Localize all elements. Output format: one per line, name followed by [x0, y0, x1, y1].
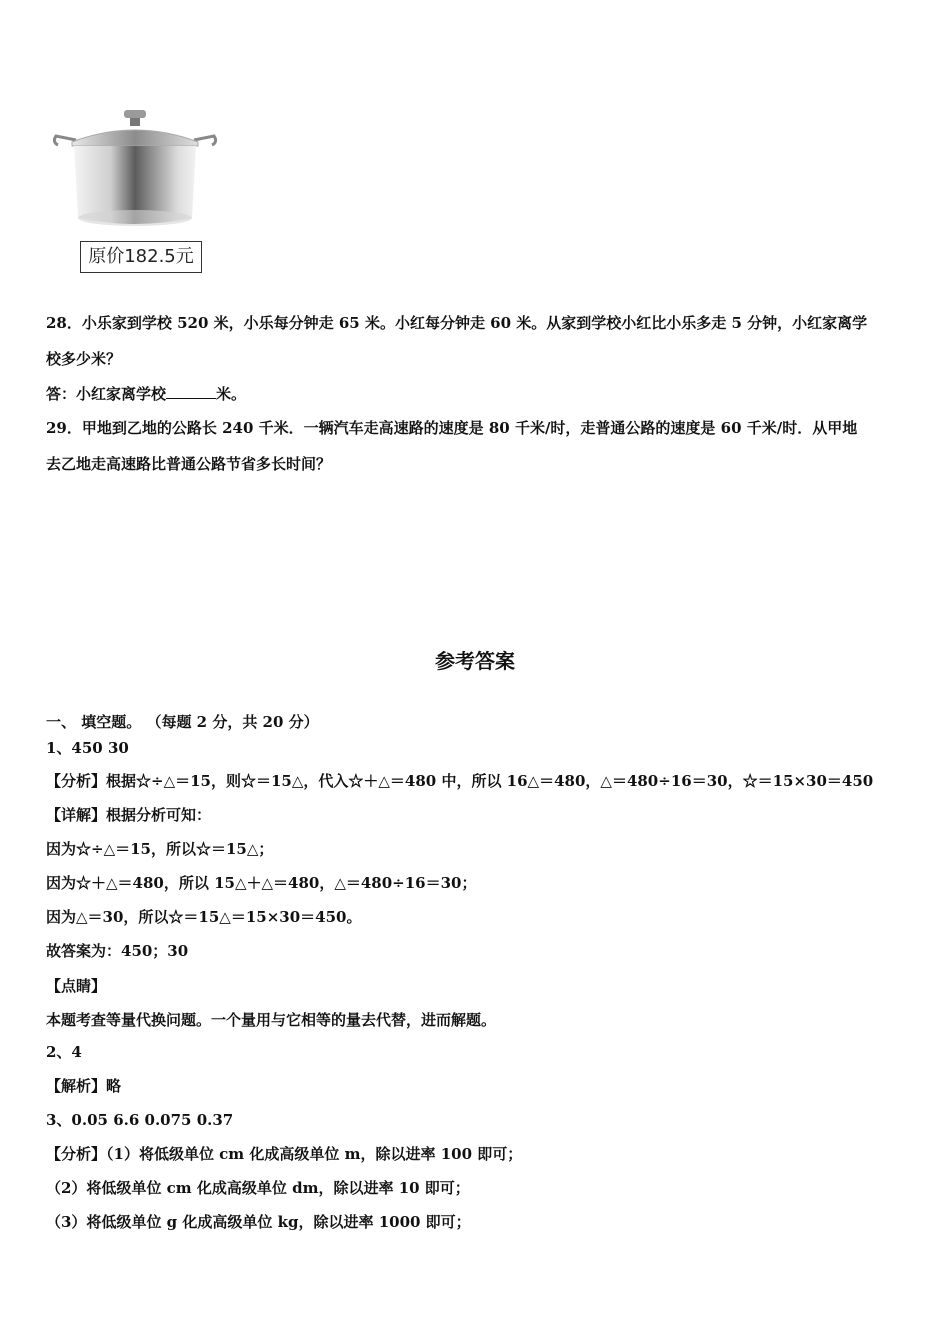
answer-3-step-3: （3）将低级单位 g 化成高级单位 kg，除以进率 1000 即可； — [46, 1213, 471, 1231]
section-heading: 一、 填空题。 （每题 2 分，共 20 分） — [46, 713, 319, 731]
answer-1-final: 故答案为：450；30 — [46, 942, 189, 960]
answer-1-step-3: 因为△＝30，所以☆＝15△＝15×30＝450。 — [46, 908, 362, 926]
answer-1-point-label: 【点睛】 — [46, 977, 107, 995]
original-price-label: 原价182.5元 — [80, 241, 202, 273]
question-29-text-cont: 去乙地走高速路比普通公路节省多长时间？ — [46, 455, 332, 473]
answer-1: 1、450 30 — [46, 739, 129, 757]
question-29-text: 29．甲地到乙地的公路长 240 千米．一辆汽车走高速路的速度是 80 千米/时，走普通公路的速度是 60 千米/时．从甲地 — [46, 419, 858, 437]
answer-1-step-2: 因为☆＋△＝480，所以 15△＋△＝480，△＝480÷16＝30； — [46, 874, 477, 892]
answer-1-detail: 【详解】根据分析可知： — [46, 806, 212, 824]
question-28-answer — [46, 383, 246, 404]
answer-2: 2、4 — [46, 1043, 82, 1061]
answer-1-point: 本题考查等量代换问题。一个量用与它相等的量去代替，进而解题。 — [46, 1011, 497, 1029]
answer-3-analysis: 【分析】（1）将低级单位 cm 化成高级单位 m，除以进率 100 即可； — [46, 1145, 523, 1163]
answer-3-step-2: （2）将低级单位 cm 化成高级单位 dm，除以进率 10 即可； — [46, 1179, 470, 1197]
answer-1-analysis: 【分析】根据☆÷△＝15，则☆＝15△，代入☆＋△＝480 中，所以 16△＝480，△＝480÷16＝30，☆＝15×30＝450 — [46, 772, 874, 790]
answer-3: 3、0.05 6.6 0.075 0.37 — [46, 1111, 234, 1129]
answer-blank[interactable] — [166, 384, 216, 399]
answer-suffix: 米。 — [216, 385, 247, 403]
cooking-pot-image — [50, 100, 220, 235]
answer-key-title: 参考答案 — [435, 649, 515, 673]
answer-prefix: 答：小红家离学校 — [46, 385, 167, 403]
question-28-text-cont: 校多少米？ — [46, 350, 122, 368]
question-28-text: 28．小乐家到学校 520 米，小乐每分钟走 65 米。小红每分钟走 60 米。从家到学校小红比小乐多走 5 分钟，小红家离学 — [46, 314, 868, 332]
answer-1-step-1: 因为☆÷△＝15，所以☆＝15△； — [46, 840, 274, 858]
answer-2-analysis: 【解析】略 — [46, 1077, 122, 1095]
